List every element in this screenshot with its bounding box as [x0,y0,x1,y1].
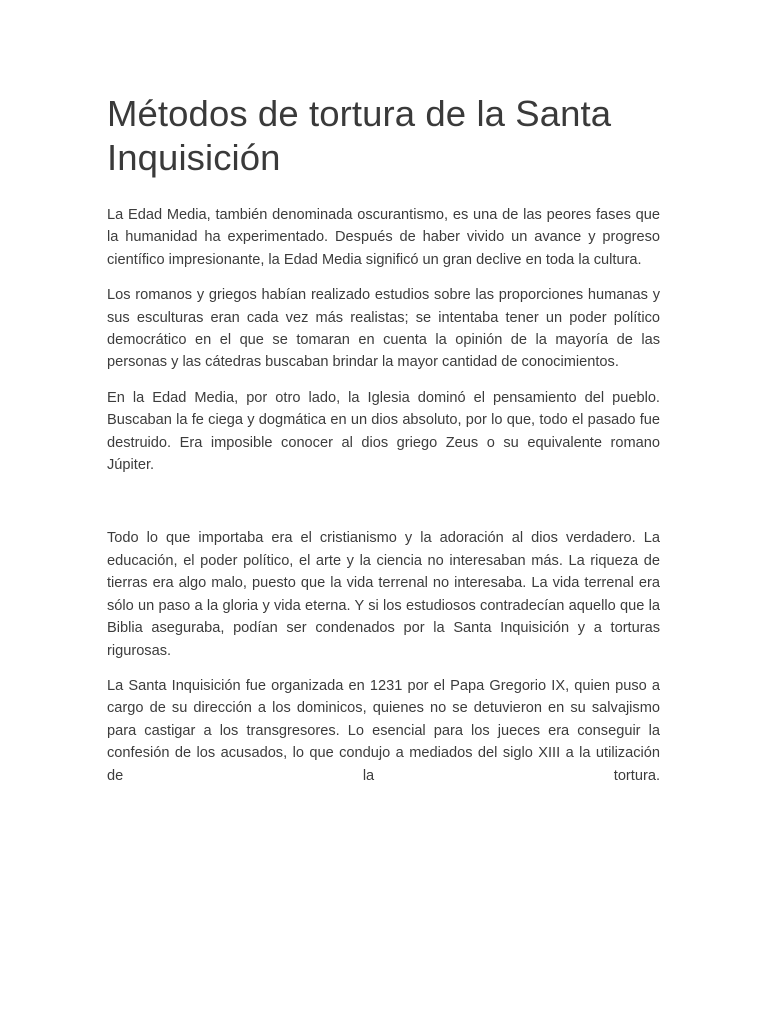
paragraph-1: La Edad Media, también denominada oscurantismo, es una de las peores fases que la humanidad ha experimentado. Después de haber vivido un avance y progreso científico impresionante, la Edad Media significó un gran declive en toda la cultura. [107,207,660,268]
paragraph-5: La Santa Inquisición fue organizada en 1231 por el Papa Gregorio IX, quien puso a cargo de su dirección a los dominicos, quienes no se detuvieron en su salvajismo para castigar a los transgresores. Lo esencial para los jueces era conseguir la confesión de los acusados, lo que condujo a mediados del siglo XIII a la utilización de la tortura. [107,677,660,784]
paragraph-4: Todo lo que importaba era el cristianismo y la adoración al dios verdadero. La educación, el poder político, el arte y la ciencia no interesaban más. La riqueza de tierras era algo malo, puesto que la vida terrenal no interesaba. La vida terrenal era sólo un paso a la gloria y vida eterna. Y si los estudiosos contradecían aquello que la Biblia aseguraba, podían ser condenados por la Santa Inquisición y a torturas rigurosas. [107,530,660,659]
document-title: Métodos de tortura de la Santa Inquisición [107,93,612,178]
paragraph-3: En la Edad Media, por otro lado, la Iglesia dominó el pensamiento del pueblo. Buscaban la fe ciega y dogmática en un dios absoluto, por lo que, todo el pasado fue destruido. Era imposible conocer al dios griego Zeus o su equivalente romano Júpiter. [107,389,660,474]
paragraph-2: Los romanos y griegos habían realizado estudios sobre las proporciones humanas y sus esculturas eran cada vez más realistas; se intentaba tener un poder político democrático en el que se tomaran en cuenta la opinión de la mayoría de las personas y las cátedras buscaban brindar la mayor cantidad de conocimientos. [107,287,660,371]
